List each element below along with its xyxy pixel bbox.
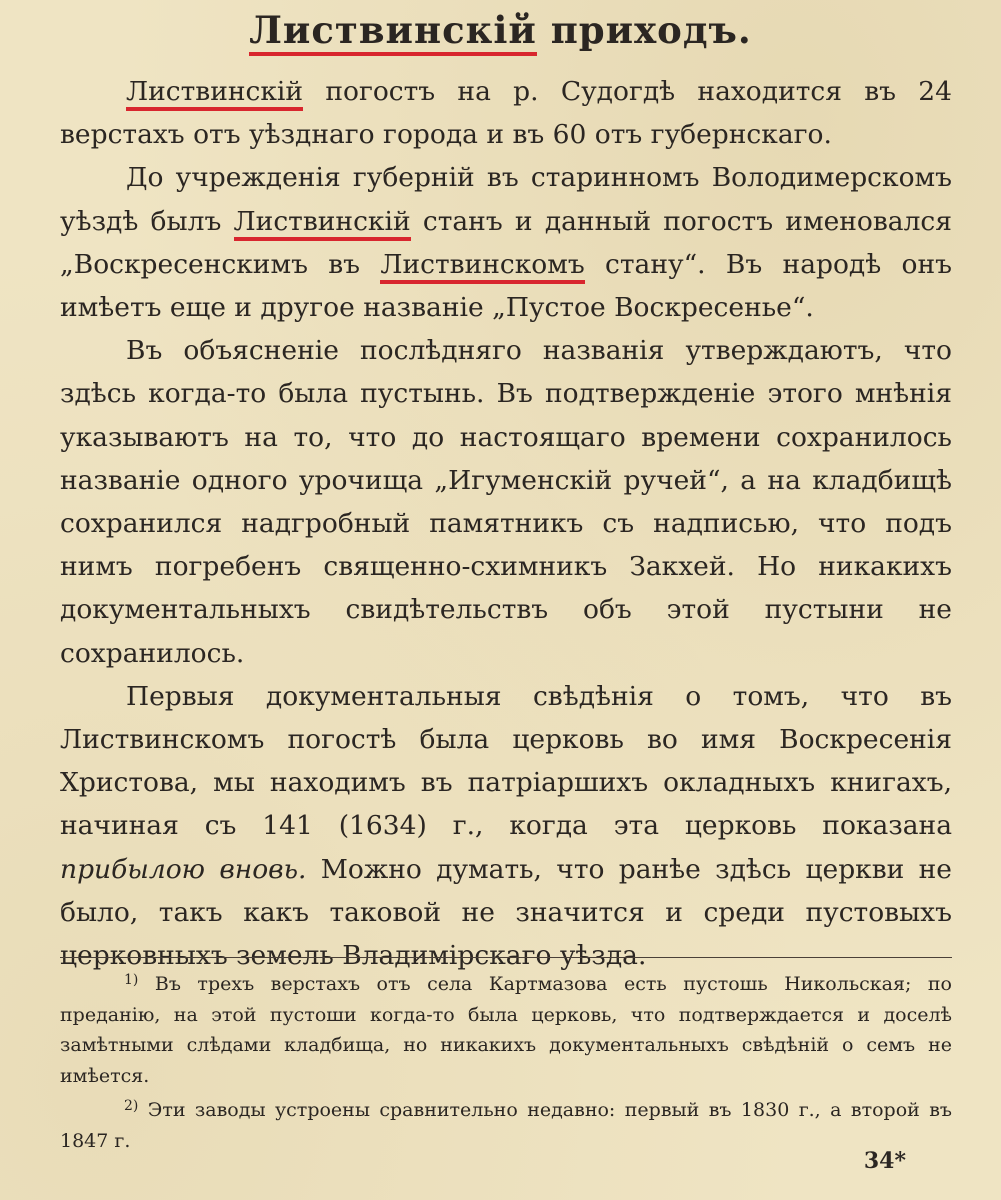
footnote-text: Въ трехъ верстахъ отъ села Картмазова есть пустошь Никольская; по преданію, на этой пустоши когда-то была церковь, что подтверждается и доселѣ замѣтными слѣдами кладбища, но никакихъ документальныхъ свѣдѣній о семъ не имѣется. — [60, 973, 952, 1087]
highlighted-term: Листвинскій — [126, 76, 303, 111]
paragraph-text: До учрежденія губерній въ старинномъ Володимерскомъ уѣздѣ былъ — [60, 162, 952, 237]
paragraph-text: Можно думать, что ранѣе здѣсь церкви не было, такъ какъ таковой не значится и среди пустовыхъ церковныхъ земель Владимірскаго уѣзда. — [60, 853, 952, 972]
footnote-marker: 2) — [124, 1098, 139, 1114]
footnote-text: Эти заводы устроены сравнительно недавно: первый въ 1830 г., а второй въ 1847 г. — [60, 1099, 952, 1152]
main-text — [60, 70, 952, 977]
paragraph-3 — [60, 329, 952, 675]
paragraph-4 — [60, 675, 952, 977]
page-number: 34* — [863, 1148, 906, 1174]
paragraph-text: стану“. Въ народѣ онъ имѣетъ еще и другое названіе „Пустое Воскресенье“. — [60, 248, 952, 324]
highlighted-term: Листвинскомъ — [380, 249, 584, 284]
paragraph-text: Въ объясненіе послѣдняго названія утверждаютъ, что здѣсь когда-то была пустынь. Въ подтвержденіе этого мнѣнія указываютъ на то, что до настоящаго времени сохранилось названіе одного урочища „Игуменскій ручей“, а на кладбищѣ сохранился надгробный памятникъ съ надписью, что подъ нимъ погребенъ священно-схимникъ Закхей. Но никакихъ документальныхъ свидѣтельствъ объ этой пустыни не сохранилось. — [60, 335, 952, 669]
paragraph-1 — [60, 70, 952, 156]
paragraph-2 — [60, 156, 952, 329]
footnotes — [60, 965, 952, 1156]
footnote-2 — [60, 1091, 952, 1156]
italic-phrase: прибылою вновь. — [60, 853, 307, 885]
highlighted-term: Листвинскій — [234, 206, 411, 241]
paragraph-text: Первыя документальныя свѣдѣнія о томъ, что въ Листвинскомъ погостѣ была церковь во имя Воскресенія Христова, мы находимъ въ патріаршихъ окладныхъ книгахъ, начиная съ 141 (1634) г., когда эта церковь показана — [60, 680, 952, 842]
page-title — [0, 8, 1001, 52]
title-rest: приходъ. — [550, 8, 752, 52]
title-highlighted-word: Листвинскій — [249, 8, 537, 56]
paragraph-text: станъ и данный погостъ именовался „Воскресенскимъ въ — [60, 205, 952, 280]
footnote-marker: 1) — [124, 972, 139, 988]
footnote-divider — [60, 957, 952, 958]
paragraph-text: погостъ на р. Судогдѣ находится въ 24 верстахъ отъ уѣзднаго города и въ 60 отъ губернскаго. — [60, 76, 952, 151]
footnote-1 — [60, 965, 952, 1091]
